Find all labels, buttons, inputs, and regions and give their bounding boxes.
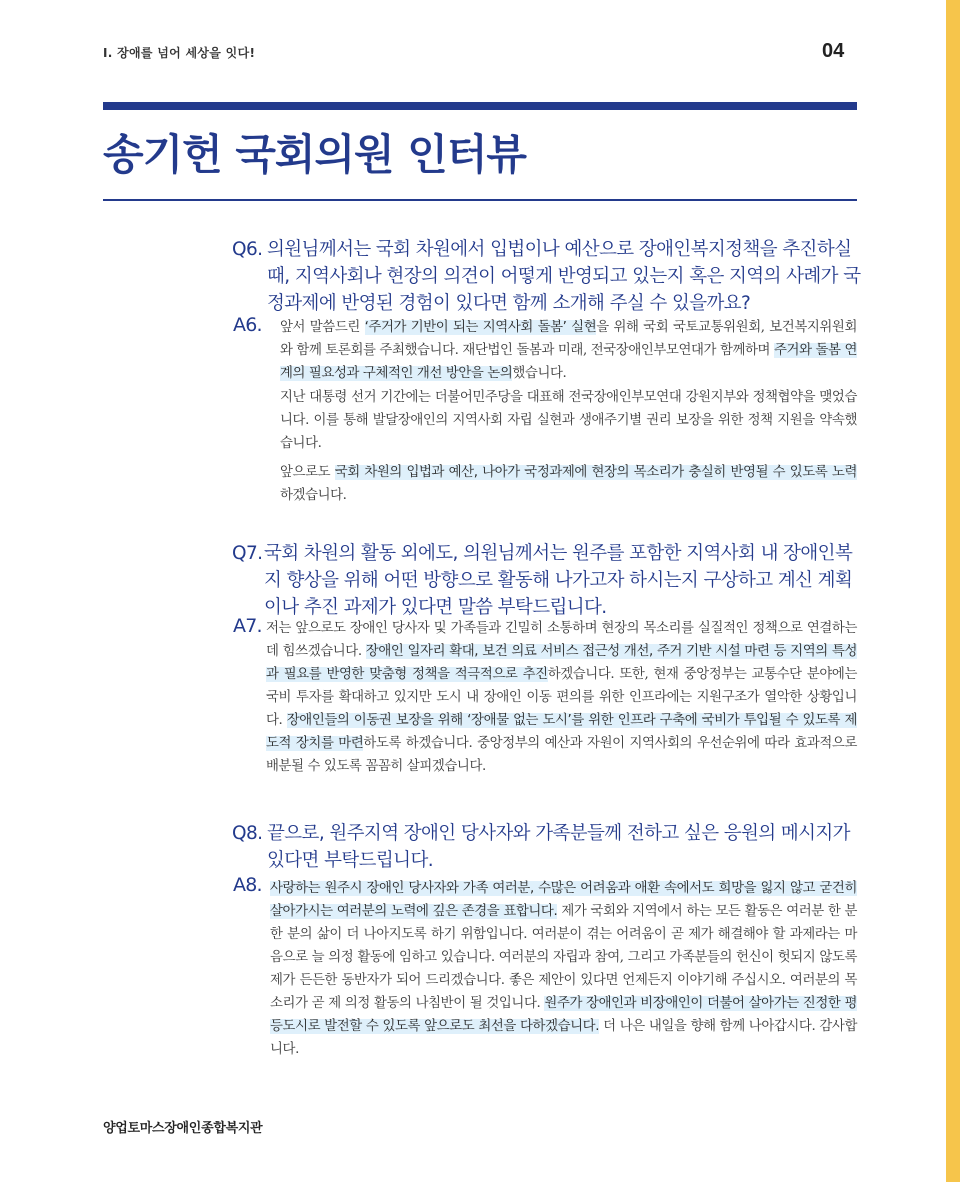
highlighted-text: 장애인들의 이동권 보장을 위해 ‘장애물 없는 도시’를 위한 인프라 구축에 국비가 투입될 수 있도록 제도적 장치를 마련 (266, 713, 857, 751)
right-accent-bar (946, 0, 960, 1182)
question-7 (232, 540, 862, 621)
question-label: Q8. (232, 823, 263, 844)
answer-6-paragraph-2 (280, 386, 857, 455)
highlighted-text: 장애인 일자리 확대, 보건 의료 서비스 접근성 개선, 주거 기반 시설 마련 등 지역의 특성과 필요를 반영한 맞춤형 정책을 적극적으로 추진 (266, 644, 857, 682)
answer-text: 앞서 말씀드린 (280, 320, 365, 335)
answer-label: A6. (233, 314, 262, 336)
answer-text: 앞으로도 (280, 465, 335, 480)
question-text: 국회 차원의 활동 외에도, 의원님께서는 원주를 포함한 지역사회 내 장애인복지 향상을 위해 어떤 방향으로 활동해 나가고자 하시는지 구상하고 계신 계획이나 추진 과제가 있다면 말씀 부탁드립니다. (264, 543, 853, 618)
highlighted-text: 국회 차원의 입법과 예산, 나아가 국정과제에 현장의 목소리가 충실히 반영될 수 있도록 노력 (334, 465, 857, 480)
answer-text: 제가 국회와 지역에서 하는 모든 활동은 여러분 한 분 한 분의 삶이 더 나아지도록 하기 위함입니다. 여러분이 겪는 어려움이 곧 제가 해결해야 할 과제라는 마음으로 늘 의정 활동에 임하고 있습니다. 여러분의 자립과 참여, 그리고 가족분들의 헌신이 헛되지 않도록 제가 든든한 동반자가 되어 드리겠습니다. 좋은 제안이 있다면 언제든지 이야기해 주십시오. 여러분의 목소리가 곧 제 의정 활동의 나침반이 될 것입니다. (270, 904, 858, 1011)
highlighted-text: 원주가 장애인과 비장애인이 더불어 살아가는 진정한 평등도시로 발전할 수 있도록 앞으로도 최선을 다하겠습니다. (270, 996, 857, 1034)
answer-text: 했습니다. (512, 366, 567, 381)
question-text: 의원님께서는 국회 차원에서 입법이나 예산으로 장애인복지정책을 추진하실 때, 지역사회나 현장의 의견이 어떻게 반영되고 있는지 혹은 지역의 사례가 국정과제에 반영된 경험이 있다면 함께 소개해 주실 수 있을까요? (267, 239, 861, 314)
footer-org-name: 양업토마스장애인종합복지관 (103, 1121, 263, 1136)
answer-text: 저는 앞으로도 장애인 당사자 및 가족들과 긴밀히 소통하며 현장의 목소리를 실질적인 정책으로 연결하는 데 힘쓰겠습니다. (266, 621, 857, 659)
question-8 (232, 820, 862, 874)
answer-text: 하도록 하겠습니다. 중앙정부의 예산과 자원이 지역사회의 우선순위에 따라 효과적으로 배분될 수 있도록 꼼꼼히 살피겠습니다. (266, 736, 857, 774)
section-heading: Ⅰ. 장애를 넘어 세상을 잇다! (103, 46, 256, 60)
answer-8-paragraph-1 (270, 877, 857, 1061)
question-label: Q6. (232, 239, 263, 260)
answer-text: 지난 대통령 선거 기간에는 더불어민주당을 대표해 전국장애인부모연대 강원지부와 정책협약을 맺었습니다. 이를 통해 발달장애인의 지역사회 자립 실현과 생애주기별 권리 보장을 위한 정책 지원을 약속했습니다. (280, 390, 857, 451)
page-number: 04 (822, 40, 845, 62)
question-label: Q7. (232, 543, 263, 564)
highlighted-text: 사랑하는 원주시 장애인 당사자와 가족 여러분, 수많은 어려움과 애환 속에서도 희망을 잃지 않고 굳건히 살아가시는 여러분의 노력에 깊은 존경을 표합니다. (270, 881, 857, 919)
title-top-rule (103, 102, 857, 110)
question-text: 끝으로, 원주지역 장애인 당사자와 가족분들께 전하고 싶은 응원의 메시지가 있다면 부탁드립니다. (267, 823, 850, 871)
highlighted-text: 주거와 돌봄 연계의 필요성과 구체적인 개선 방안을 논의 (280, 343, 857, 381)
answer-6-paragraph-3 (280, 461, 857, 507)
answer-text: 더 나은 내일을 향해 함께 나아갑시다. 감사합니다. (270, 1019, 857, 1057)
answer-7-paragraph-1 (266, 617, 857, 778)
answer-label: A8. (233, 874, 262, 896)
question-6 (232, 236, 862, 317)
page-title: 송기헌 국회의원 인터뷰 (103, 130, 526, 179)
highlighted-text: ‘주거가 기반이 되는 지역사회 돌봄’ 실현 (364, 320, 597, 335)
title-bottom-rule (103, 199, 857, 201)
answer-6-paragraph-1 (280, 316, 857, 385)
answer-text: 하겠습니다. (280, 488, 347, 503)
answer-text: 하겠습니다. 또한, 현재 중앙정부는 교통수단 분야에는 국비 투자를 확대하고 있지만 도시 내 장애인 이동 편의를 위한 인프라에는 지원구조가 열악한 상황입니다. (266, 667, 857, 728)
answer-label: A7. (233, 615, 262, 637)
answer-text: 을 위해 국회 국토교통위원회, 보건복지위원회와 함께 토론회를 주최했습니다. 재단법인 돌봄과 미래, 전국장애인부모연대가 함께하며 (280, 320, 858, 358)
